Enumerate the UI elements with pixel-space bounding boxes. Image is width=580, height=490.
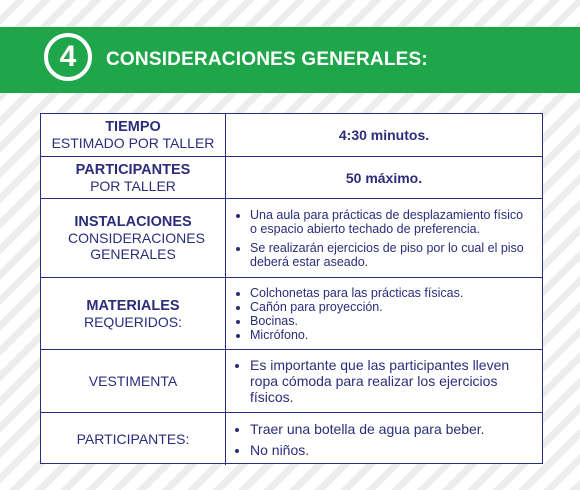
row-label-bold: INSTALACIONES xyxy=(74,214,192,230)
table-row-participantes xyxy=(41,157,542,199)
row-label-plain: PARTICIPANTES: xyxy=(76,431,190,447)
row-label-sub: CONSIDERACIONES GENERALES xyxy=(68,230,205,262)
table-row-instalaciones xyxy=(41,199,542,278)
table-row-materiales xyxy=(41,278,542,350)
list-item: • Micrófono. xyxy=(250,328,532,342)
row-value xyxy=(226,278,542,349)
row-label-sub: POR TALLER xyxy=(90,177,176,194)
row-label xyxy=(41,114,226,156)
section-title: CONSIDERACIONES GENERALES: xyxy=(106,49,428,70)
row-label-sub: REQUERIDOS: xyxy=(83,313,182,330)
section-banner xyxy=(0,27,580,93)
row-value: 4:30 minutos. xyxy=(338,127,430,143)
row-label-bold: MATERIALES xyxy=(86,297,180,314)
row-label xyxy=(41,199,226,277)
row-label-sub: ESTIMADO POR TALLER xyxy=(51,135,215,151)
row-value xyxy=(226,413,542,465)
list-item: • No niños. xyxy=(250,442,532,458)
row-label xyxy=(41,278,226,349)
list-item: • Cañón para proyección. xyxy=(250,300,532,314)
row-label xyxy=(41,350,226,412)
row-value: 50 máximo. xyxy=(345,169,423,186)
row-label-plain: VESTIMENTA xyxy=(88,373,178,389)
list-item: • Una aula para prácticas de desplazamiento físico o espacio abierto techado de preferencia. xyxy=(250,208,532,236)
row-label-bold: PARTICIPANTES xyxy=(75,161,191,178)
row-value xyxy=(226,350,542,412)
row-value xyxy=(226,199,542,277)
list-item: • Bocinas. xyxy=(250,314,532,328)
table-row-tiempo xyxy=(41,114,542,157)
considerations-table xyxy=(40,113,543,464)
table-row-participantes-notas xyxy=(41,413,542,465)
list-item: • Se realizarán ejercicios de piso por lo cual el piso deberá estar aseado. xyxy=(250,241,532,269)
list-item: • Traer una botella de agua para beber. xyxy=(250,421,532,437)
row-label xyxy=(41,157,226,198)
table-row-vestimenta xyxy=(41,350,542,413)
row-label xyxy=(41,413,226,465)
list-item: • Es importante que las participantes lleven ropa cómoda para realizar los ejercicios físicos. xyxy=(250,357,532,405)
list-item: • Colchonetas para las prácticas físicas. xyxy=(250,286,532,300)
step-number-badge: 4 xyxy=(44,33,92,81)
row-label-bold: TIEMPO xyxy=(105,119,161,135)
